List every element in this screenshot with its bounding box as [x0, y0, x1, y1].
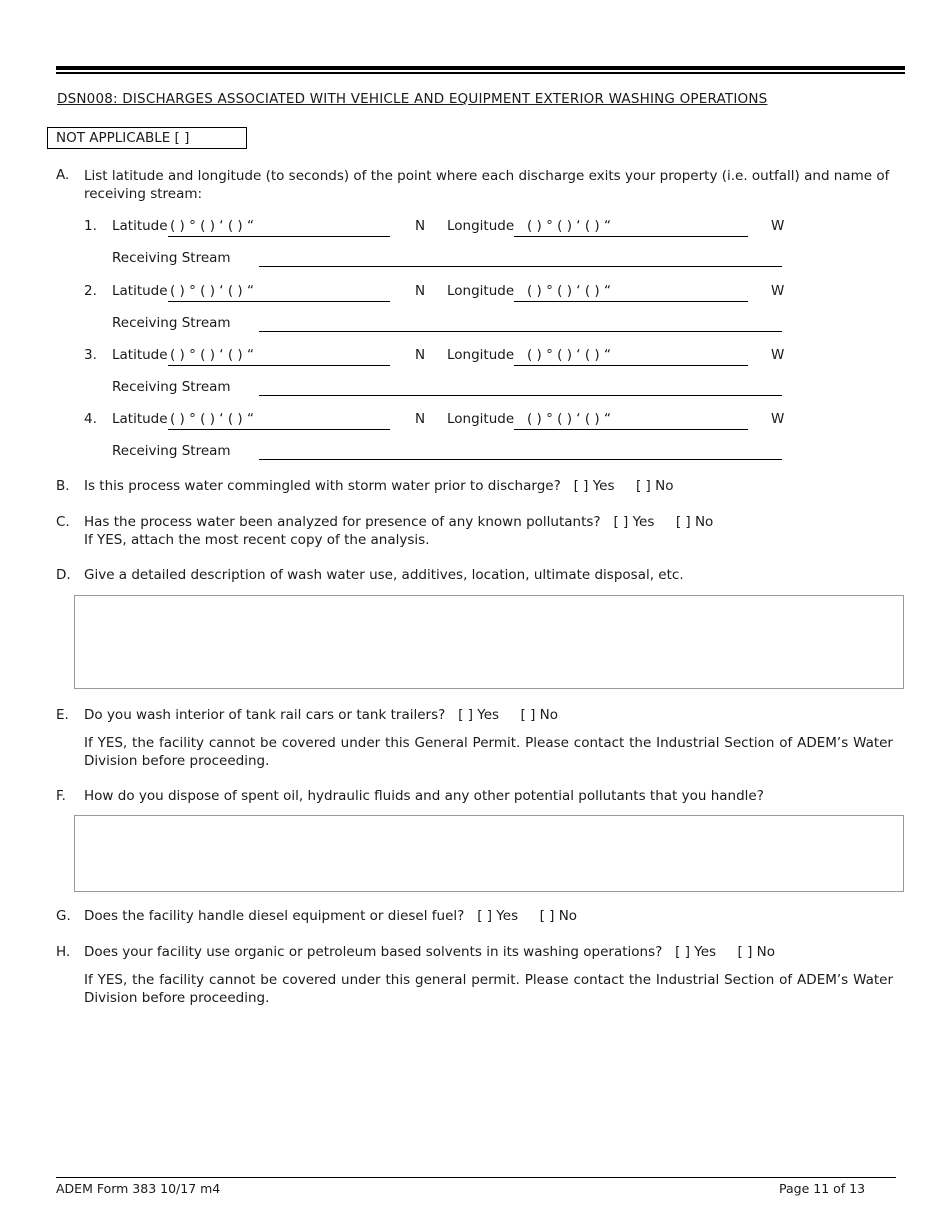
question-c-note: If YES, attach the most recent copy of the analysis. — [84, 532, 430, 548]
question-a-letter: A. — [56, 167, 70, 183]
receiving-stream-label: Receiving Stream — [112, 443, 231, 459]
question-h-no-checkbox[interactable]: [ ] No — [737, 944, 776, 960]
latitude-label: Latitude — [112, 347, 168, 363]
question-d-letter: D. — [56, 567, 71, 583]
latitude-field[interactable]: ( ) ° ( ) ‘ ( ) “ — [170, 283, 254, 299]
question-h-yes-checkbox[interactable]: [ ] Yes — [675, 944, 717, 960]
question-g-label: Does the facility handle diesel equipment or diesel fuel? — [84, 908, 465, 924]
question-c-letter: C. — [56, 514, 70, 530]
latitude-label: Latitude — [112, 218, 168, 234]
north-label: N — [415, 283, 426, 299]
west-label: W — [771, 283, 785, 299]
question-f-letter: F. — [56, 788, 66, 804]
question-e-text — [84, 707, 558, 723]
receiving-stream-label: Receiving Stream — [112, 315, 231, 331]
question-g-letter: G. — [56, 908, 71, 924]
header-rule-thick — [56, 66, 905, 70]
coord-row-number: 3. — [84, 347, 97, 363]
north-label: N — [415, 347, 426, 363]
question-c-text — [84, 514, 713, 530]
receiving-stream-label: Receiving Stream — [112, 379, 231, 395]
question-h-note: If YES, the facility cannot be covered under this general permit. Please contact the Industrial Section of ADEM’s Water Division before proceeding. — [84, 972, 893, 1006]
west-label: W — [771, 347, 785, 363]
longitude-field[interactable]: ( ) ° ( ) ‘ ( ) “ — [527, 218, 611, 234]
not-applicable-checkbox[interactable]: NOT APPLICABLE [ ] — [47, 127, 247, 149]
receiving-stream-input[interactable] — [259, 459, 782, 460]
question-b-yes-checkbox[interactable]: [ ] Yes — [573, 478, 615, 494]
receiving-stream-input[interactable] — [259, 266, 782, 267]
longitude-underline — [514, 429, 748, 430]
longitude-field[interactable]: ( ) ° ( ) ‘ ( ) “ — [527, 411, 611, 427]
footer-page-number: Page 11 of 13 — [779, 1181, 866, 1196]
question-e-no-checkbox[interactable]: [ ] No — [520, 707, 559, 723]
footer-form-id: ADEM Form 383 10/17 m4 — [56, 1181, 221, 1196]
longitude-label: Longitude — [447, 347, 515, 363]
question-a-text: List latitude and longitude (to seconds) of the point where each discharge exits your property (i.e. outfall) and name of receiving stream: — [84, 168, 890, 202]
header-rule-thin — [56, 72, 905, 74]
question-e-label: Do you wash interior of tank rail cars or tank trailers? — [84, 707, 446, 723]
question-e-letter: E. — [56, 707, 69, 723]
longitude-field[interactable]: ( ) ° ( ) ‘ ( ) “ — [527, 347, 611, 363]
latitude-field[interactable]: ( ) ° ( ) ‘ ( ) “ — [170, 411, 254, 427]
question-c-yes-checkbox[interactable]: [ ] Yes — [613, 514, 655, 530]
longitude-label: Longitude — [447, 283, 515, 299]
question-e-note: If YES, the facility cannot be covered under this General Permit. Please contact the Industrial Section of ADEM’s Water Division before proceeding. — [84, 735, 893, 769]
receiving-stream-input[interactable] — [259, 331, 782, 332]
longitude-underline — [514, 236, 748, 237]
latitude-label: Latitude — [112, 283, 168, 299]
latitude-underline — [168, 301, 390, 302]
latitude-field[interactable]: ( ) ° ( ) ‘ ( ) “ — [170, 347, 254, 363]
question-g-text — [84, 908, 577, 924]
longitude-label: Longitude — [447, 411, 515, 427]
footer-rule — [56, 1177, 896, 1178]
latitude-underline — [168, 365, 390, 366]
longitude-underline — [514, 365, 748, 366]
question-c-label: Has the process water been analyzed for presence of any known pollutants? — [84, 514, 601, 530]
coord-row-number: 2. — [84, 283, 97, 299]
longitude-field[interactable]: ( ) ° ( ) ‘ ( ) “ — [527, 283, 611, 299]
question-h-letter: H. — [56, 944, 71, 960]
question-h-text — [84, 944, 775, 960]
question-b-letter: B. — [56, 478, 70, 494]
latitude-underline — [168, 429, 390, 430]
latitude-underline — [168, 236, 390, 237]
question-f-text: How do you dispose of spent oil, hydraulic fluids and any other potential pollutants that you handle? — [84, 788, 764, 804]
question-g-yes-checkbox[interactable]: [ ] Yes — [477, 908, 519, 924]
receiving-stream-label: Receiving Stream — [112, 250, 231, 266]
question-d-text: Give a detailed description of wash water use, additives, location, ultimate disposal, etc. — [84, 567, 684, 583]
coord-row-number: 1. — [84, 218, 97, 234]
receiving-stream-input[interactable] — [259, 395, 782, 396]
question-g-no-checkbox[interactable]: [ ] No — [539, 908, 578, 924]
latitude-label: Latitude — [112, 411, 168, 427]
question-b-no-checkbox[interactable]: [ ] No — [636, 478, 674, 494]
question-b-text — [84, 478, 673, 494]
west-label: W — [771, 411, 785, 427]
question-d-textarea[interactable] — [74, 595, 904, 689]
coord-row-number: 4. — [84, 411, 97, 427]
north-label: N — [415, 411, 426, 427]
question-f-textarea[interactable] — [74, 815, 904, 892]
latitude-field[interactable]: ( ) ° ( ) ‘ ( ) “ — [170, 218, 254, 234]
question-b-label: Is this process water commingled with storm water prior to discharge? — [84, 478, 561, 494]
question-c-no-checkbox[interactable]: [ ] No — [675, 514, 714, 530]
north-label: N — [415, 218, 426, 234]
longitude-underline — [514, 301, 748, 302]
section-title: DSN008: DISCHARGES ASSOCIATED WITH VEHICLE AND EQUIPMENT EXTERIOR WASHING OPERATIONS — [57, 91, 768, 107]
question-e-yes-checkbox[interactable]: [ ] Yes — [458, 707, 500, 723]
west-label: W — [771, 218, 785, 234]
question-h-label: Does your facility use organic or petroleum based solvents in its washing operations? — [84, 944, 663, 960]
longitude-label: Longitude — [447, 218, 515, 234]
